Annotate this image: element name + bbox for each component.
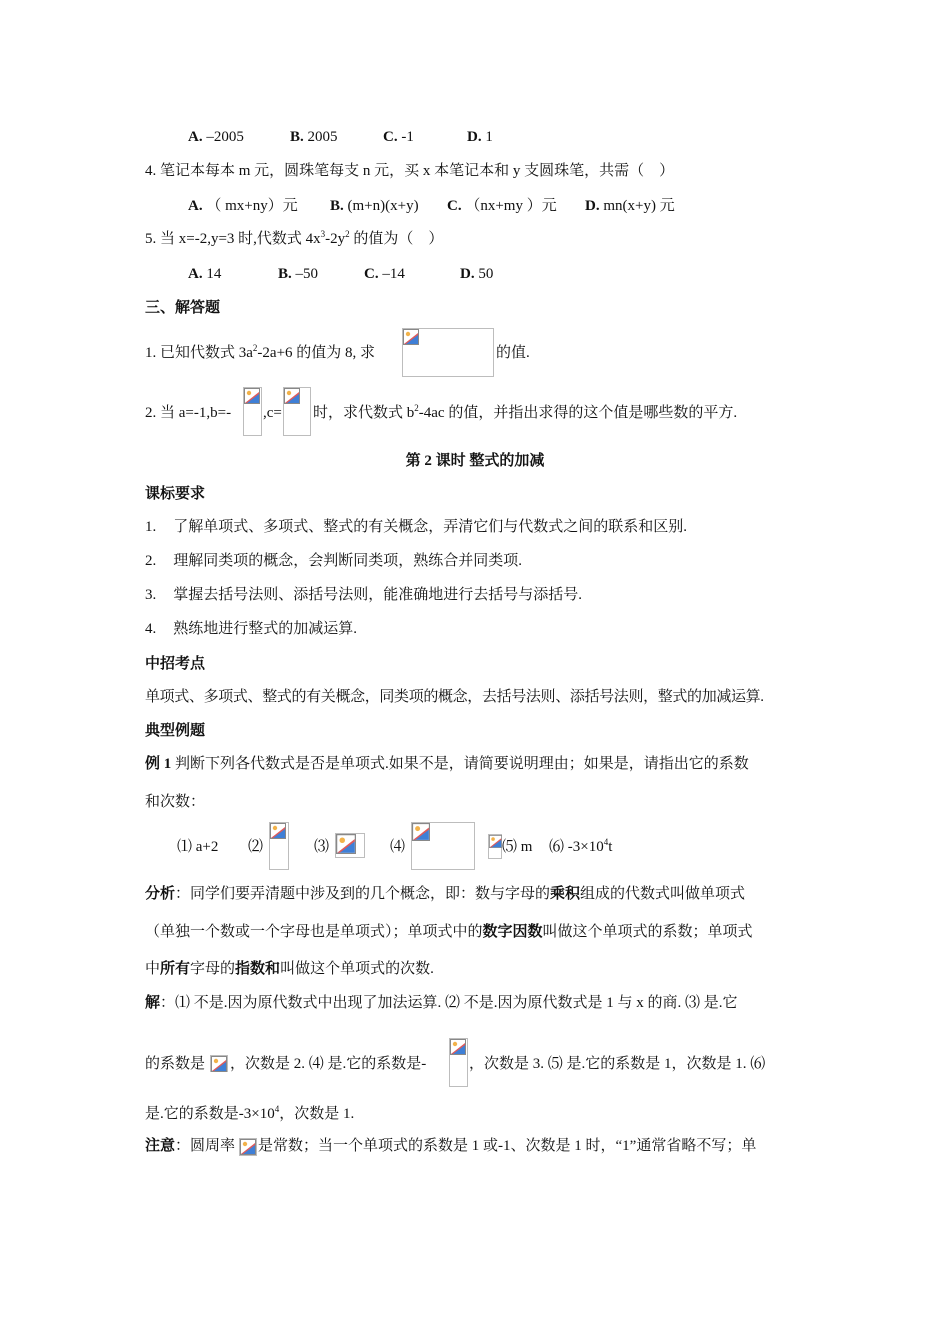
answer2-part-a: 2. 当 a=-1,b=- — [145, 405, 232, 421]
q3-option-c: C. -1 — [383, 129, 414, 145]
solution-line2-c: ，次数是 3. ⑸ 是.它的系数是 1，次数是 1. ⑹ — [469, 1056, 766, 1072]
example1-line2: 和次数： — [145, 794, 206, 810]
formula-image-placeholder — [283, 387, 311, 436]
item-3-label: ⑶ — [314, 839, 330, 855]
q5-option-b: B. –50 — [278, 266, 319, 282]
formula-image-placeholder — [243, 387, 262, 436]
exam-points-title: 中招考点 — [145, 656, 206, 672]
q5-option-c: C. –14 — [364, 266, 405, 282]
q5-option-a: A. 14 — [188, 266, 222, 282]
broken-image-icon — [211, 1056, 227, 1072]
section3-title: 三、解答题 — [145, 300, 221, 316]
item-4-label: ⑷ — [390, 839, 406, 855]
formula-image-placeholder — [449, 1038, 468, 1087]
note-line-a: 注意：圆周率 — [145, 1138, 236, 1154]
formula-image-placeholder — [488, 834, 502, 859]
q5-stem: 5. 当 x=-2,y=3 时,代数式 $4x^3-2y^2$ 的值为（ ） — [145, 229, 444, 247]
broken-image-icon — [244, 388, 260, 404]
analysis-line3: 中所有字母的指数和叫做这个单项式的次数. — [145, 961, 434, 977]
broken-image-icon — [284, 388, 300, 404]
formula-image-placeholder — [210, 1055, 228, 1072]
analysis-line2: （单独一个数或一个字母也是单项式）；单项式中的数字因数叫做这个单项式的系数；单项式 — [145, 924, 753, 940]
solution-line1: 解：⑴ 不是.因为原代数式中出现了加法运算. ⑵ 不是.因为原代数式是 1 与 x 的商. ⑶ 是.它 — [145, 995, 738, 1011]
broken-image-icon — [450, 1039, 466, 1055]
q3-option-d: D. 1 — [467, 129, 493, 145]
answer1-tail: 的值. — [496, 345, 530, 361]
formula-image-placeholder — [411, 822, 475, 870]
q4-option-c: C. （nx+my ）元 — [447, 198, 557, 214]
requirement-item: 1. 了解单项式、多项式、整式的有关概念，弄清它们与代数式之间的联系和区别. — [145, 519, 688, 535]
item-5: ⑸ m — [502, 839, 533, 855]
formula-image-placeholder — [269, 822, 289, 870]
solution-line3: 是.它的系数是$-3\times 10^4$，次数是 1. — [145, 1104, 355, 1122]
broken-image-icon — [240, 1139, 256, 1155]
exam-points-text: 单项式、多项式、整式的有关概念，同类项的概念，去括号法则、添括号法则，整式的加减运算. — [145, 689, 764, 705]
requirements-title: 课标要求 — [145, 486, 206, 502]
example1-line1: 例 1 判断下列各代数式是否是单项式.如果不是，请简要说明理由；如果是，请指出它的系数 — [145, 756, 749, 772]
formula-image-placeholder — [402, 328, 494, 377]
broken-image-icon — [489, 835, 502, 848]
lesson-title: 第 2 课时 整式的加减 — [405, 453, 545, 469]
answer2-part-b: ,c= — [263, 405, 282, 421]
broken-image-icon — [270, 823, 286, 839]
item-2-label: ⑵ — [248, 839, 264, 855]
requirement-item: 4. 熟练地进行整式的加减运算. — [145, 621, 358, 637]
formula-image-placeholder — [335, 833, 365, 858]
broken-image-icon — [412, 823, 430, 841]
q5-option-d: D. 50 — [460, 266, 494, 282]
typical-examples-title: 典型例题 — [145, 723, 206, 739]
formula-image-placeholder — [239, 1138, 257, 1156]
q4-option-a: A. （ mx+ny）元 — [188, 198, 298, 214]
solution-line2-b: ，次数是 2. ⑷ 是.它的系数是- — [230, 1056, 427, 1072]
requirement-item: 2. 理解同类项的概念，会判断同类项，熟练合并同类项. — [145, 553, 523, 569]
solution-line2-a: 的系数是 — [145, 1056, 206, 1072]
item-1: ⑴ a+2 — [177, 839, 219, 855]
note-line-b: 是常数；当一个单项式的系数是 1 或-1、次数是 1 时，“1”通常省略不写；单 — [258, 1138, 757, 1154]
item-6: ⑹ $-3\times 10^4t$ — [549, 837, 613, 855]
q4-option-b: B. (m+n)(x+y) — [330, 198, 419, 214]
broken-image-icon — [336, 834, 356, 854]
answer2-part-c: 时，求代数式 $b^2-4ac$ 的值，并指出求得的这个值是哪些数的平方. — [313, 403, 738, 421]
q3-option-b: B. 2005 — [290, 129, 338, 145]
q4-option-d: D. mn(x+y) 元 — [585, 198, 675, 214]
answer1-text: 1. 已知代数式 $3a^2-2a+6$ 的值为 8, 求 — [145, 343, 376, 361]
requirement-item: 3. 掌握去括号法则、添括号法则，能准确地进行去括号与添括号. — [145, 587, 583, 603]
q4-stem: 4. 笔记本每本 m 元，圆珠笔每支 n 元，买 x 本笔记本和 y 支圆珠笔，共需（ ） — [145, 163, 675, 179]
q3-option-a: A. –2005 — [188, 129, 244, 145]
broken-image-icon — [403, 329, 419, 345]
analysis-line1: 分析：同学们要弄清题中涉及到的几个概念，即：数与字母的乘积组成的代数式叫做单项式 — [145, 886, 746, 902]
